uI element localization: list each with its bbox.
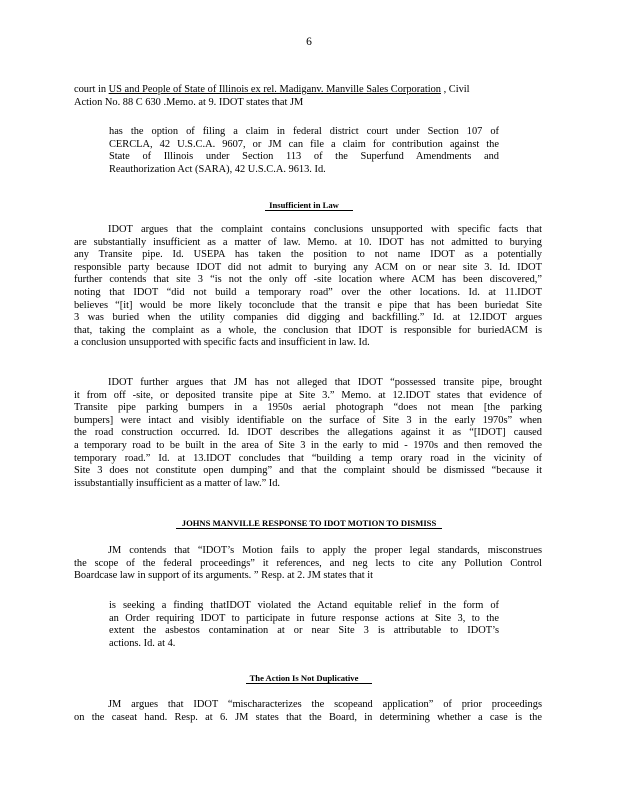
citation-line-1: [74, 84, 542, 97]
para-line: on the caseat hand. Resp. at 6. JM states that the Board, in determining whether a case is the: [74, 711, 542, 723]
citation-prefix: court in: [74, 84, 109, 95]
para-line: a temporary road to be built in the area of Site 3 in the early to mid - 1970s and then removed the: [74, 439, 542, 451]
citation-line-2: Action No. 88 C 630 .Memo. at 9. IDOT states that JM: [74, 96, 304, 108]
quote-line: Reauthorization Act (SARA), 42 U.S.C.A. 9613. Id.: [109, 163, 326, 175]
quote-line: actions. Id. at 4.: [109, 637, 176, 649]
quote-line: has the option of filing a claim in federal district court under Section 107 of: [109, 126, 499, 137]
block-quote-2: [109, 600, 499, 650]
page-number: 6: [306, 36, 312, 48]
quote-line: an Order requiring IDOT to participate in future response actions at Site 3, to the: [109, 612, 499, 624]
para-line: that, taking the complaint as a whole, the conclusion that IDOT is responsible for buriedACM is: [74, 324, 542, 336]
para-line: bumpers] were intact and visibly identifiable on the surface of Site 3 in the early 1970s” when: [74, 414, 542, 426]
para-line: the road construction occurred. Id. IDOT describes the allegations against it as “[IDOT] caused: [74, 427, 542, 439]
heading-text: Insufficient in Law: [265, 200, 353, 211]
section-heading-not-duplicative: [0, 672, 618, 685]
para-line: JM contends that “IDOT’s Motion fails to apply the proper legal standards, misconstrues: [108, 545, 542, 556]
para-line: Transite pipe parking bumpers in a 1950s aerial photograph “does not mean [the parking: [74, 402, 542, 414]
para-line: IDOT further argues that JM has not alleged that IDOT “possessed transite pipe, brought: [108, 377, 542, 388]
para-line: JM argues that IDOT “mischaracterizes the scopeand application” of prior proceedings: [108, 699, 542, 710]
section-heading-insufficient-in-law: [0, 199, 618, 212]
block-quote-1: [109, 126, 499, 176]
para-line: it from off -site, or deposited transite pipe at Site 3.” Memo. at 12.IDOT states that evidence of: [74, 389, 542, 401]
para-line: the scope of the federal proceedings” it references, and neg lects to cite any Pollution Control: [74, 557, 542, 569]
case-citation-block: [74, 84, 542, 109]
para-line: Boardcase law in support of its arguments. ” Resp. at 2. JM states that it: [74, 570, 374, 582]
para-line: responsible party because IDOT did not admit to burying any ACM on or near site 3. Id. IDOT: [74, 261, 542, 273]
quote-line: State of Illinois under Section 113 of the Superfund Amendments and: [109, 151, 499, 163]
para-line: Site 3 does not constitute open dumping” and that the complaint should be dismissed “because it: [74, 465, 542, 477]
para-line: further contends that site 3 “is not the only off -site location where ACM has been discovered,”: [74, 274, 542, 286]
paragraph-3: [74, 545, 542, 583]
heading-text: The Action Is Not Duplicative: [246, 673, 373, 684]
heading-text: JOHNS MANVILLE RESPONSE TO IDOT MOTION TO DISMISS: [176, 518, 442, 529]
para-line: 3 was buried when the utility companies did digging and backfilling.” Id. at 12.IDOT argues: [74, 312, 542, 324]
para-line: a conclusion unsupported with specific facts and insufficient in law. Id.: [74, 337, 370, 349]
para-line: noting that IDOT “did not build a temporary road” over the other locations. Id. at 11.IDOT: [74, 286, 542, 298]
section-heading-jm-response: [0, 517, 618, 530]
para-line: IDOT argues that the complaint contains conclusions unsupported with specific facts that: [108, 224, 542, 235]
quote-line: extent the asbestos contamination at or near Site 3 is attributable to IDOT’s: [109, 625, 499, 637]
paragraph-4: [74, 699, 542, 724]
paragraph-2: [74, 377, 542, 490]
para-line: issubstantially insufficient as a matter of law.” Id.: [74, 477, 281, 489]
para-line: any Transite pipe. Id. USEPA has taken the position to not name IDOT as a potentially: [74, 249, 542, 261]
quote-line: is seeking a finding thatIDOT violated the Actand equitable relief in the form of: [109, 600, 499, 611]
citation-suffix: , Civil: [440, 84, 470, 95]
paragraph-1: [74, 224, 542, 350]
para-line: are substantially insufficient as a matter of law. Memo. at 10. IDOT has not admitted to burying: [74, 236, 542, 248]
para-line: believes “[it] would be more likely toconclude that the transit e pipe that has been buriedat Site: [74, 299, 542, 311]
quote-line: CERCLA, 42 U.S.C.A. 9607, or JM can file a claim for contribution against the: [109, 138, 499, 150]
case-name: US and People of State of Illinois ex rel. Madiganv. Manville Sales Corporation: [108, 84, 441, 95]
para-line: temporary road.” Id. at 13.IDOT concludes that “building a temp orary road in the vicinity of: [74, 452, 542, 464]
